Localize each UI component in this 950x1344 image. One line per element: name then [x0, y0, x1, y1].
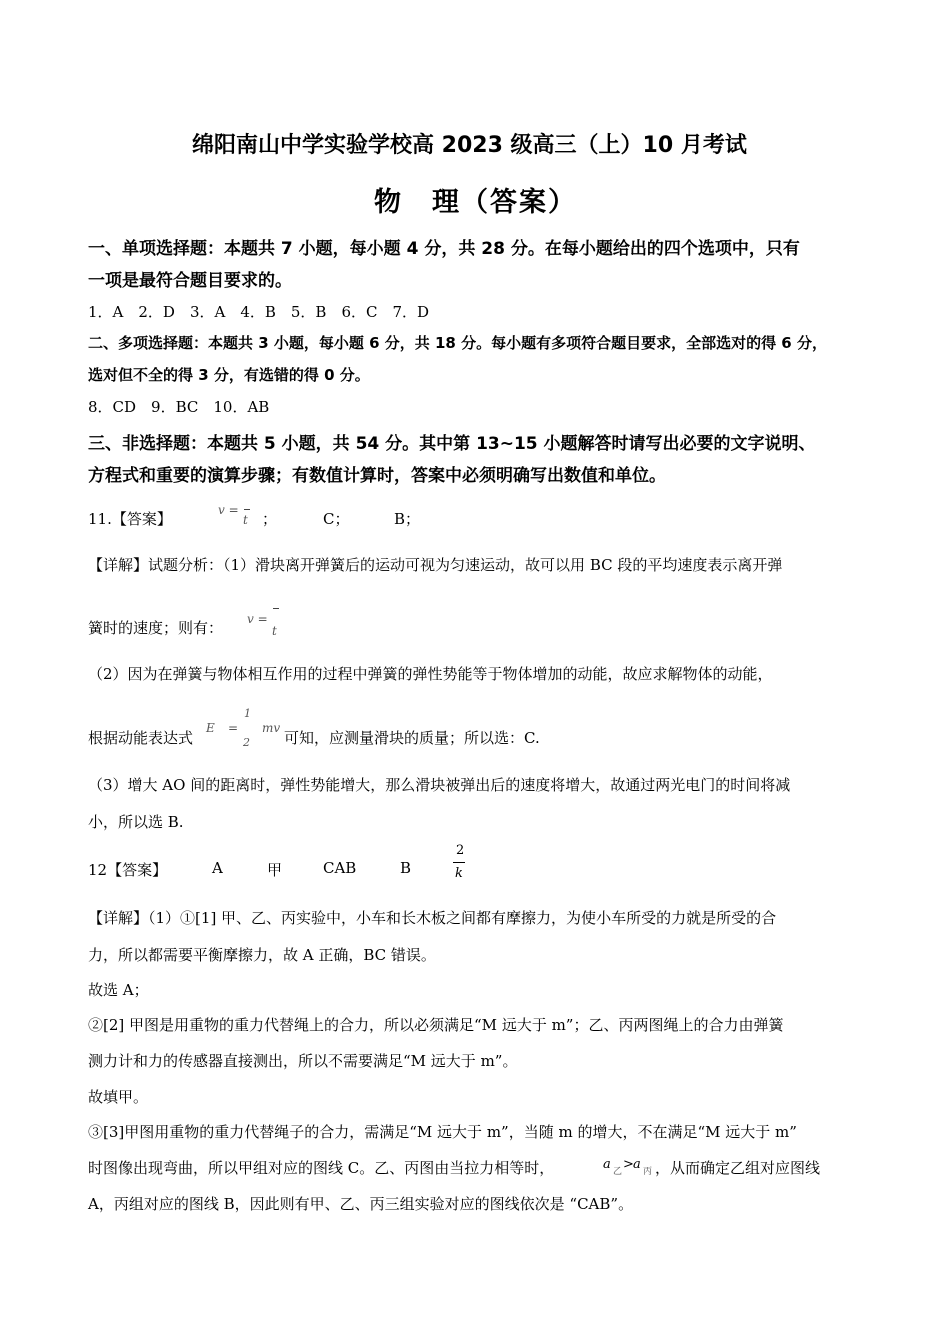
q12-detail-2-line1: ②[2] 甲图是用重物的重力代替绳上的合力，所以必须满足“M 远大于 m”；乙、丙两图绳上的合力由弹簧	[88, 1016, 784, 1034]
q12-accel-sub2: 丙	[643, 1167, 653, 1177]
q12-accel-gt: >	[623, 1157, 634, 1172]
q12-answer-4: B	[400, 859, 412, 877]
q12-detail-1-line1: 【详解】（1）①[1] 甲、乙、丙实验中，小车和长木板之间都有摩擦力，为使小车所受的力就是所受的合	[88, 909, 777, 927]
q12-fraction-num: 2	[456, 843, 465, 858]
q12-answer-3: CAB	[323, 859, 357, 877]
q12-detail-2-line2: 测力计和力的传感器直接测出，所以不需要满足“M 远大于 m”。	[88, 1052, 518, 1070]
q12-detail-2-line3: 故填甲。	[88, 1088, 149, 1106]
q11-energy-E: E	[206, 721, 215, 735]
q11-label: 11.【答案】	[88, 510, 172, 528]
q11-energy-mv: mv	[262, 721, 281, 735]
q11-detail-2-line2a: 根据动能表达式	[88, 729, 194, 747]
section2-heading-line2: 选对但不全的得 3 分，有选错的得 0 分。	[88, 366, 370, 384]
q11-formula-v: v =	[218, 503, 239, 517]
exam-subtitle: 物 理（答案）	[374, 187, 577, 218]
q12-detail-3-line2a: 时图像出现弯曲，所以甲组对应的图线 C。乙、丙图由当拉力相等时，	[88, 1159, 555, 1177]
q11-fraction-bar	[244, 509, 250, 510]
q11-sep: ；	[262, 510, 278, 528]
q12-accel-a1: a	[603, 1157, 611, 1172]
section3-heading-line1: 三、非选择题：本题共 5 小题，共 54 分。其中第 13~15 小题解答时请写出必要的文字说明、	[88, 434, 816, 454]
section3-heading-line2: 方程式和重要的演算步骤；有数值计算时，答案中必须明确写出数值和单位。	[88, 466, 666, 486]
q12-fraction-den: k	[455, 866, 463, 881]
q11-half-den: 2	[243, 736, 250, 749]
q12-label: 12【答案】	[88, 861, 168, 879]
q12-fraction-bar	[453, 862, 465, 863]
q12-accel-sub1: 乙	[613, 1167, 623, 1177]
q12-detail-1-line3: 故选 A；	[88, 981, 149, 999]
q12-detail-3-line1: ③[3]甲图用重物的重力代替绳子的合力，需满足“M 远大于 m”，当随 m 的增大，不在满足“M 远大于 m”	[88, 1123, 797, 1141]
section1-answers: 1．A 2．D 3．A 4．B 5．B 6．C 7．D	[88, 303, 430, 321]
q12-detail-3-line2b: ，从而确定乙组对应图线	[655, 1159, 821, 1177]
exam-title: 绵阳南山中学实验学校高 2023 级高三（上）10 月考试	[192, 133, 747, 158]
q11-detail-3-line1: （3）增大 AO 间的距离时，弹性势能增大，那么滑块被弹出后的速度将增大，故通过两光电门的时间将减	[88, 776, 791, 794]
q12-answer-2: 甲	[267, 861, 283, 879]
q11-answer-3: B；	[394, 510, 421, 528]
section1-heading-line1: 一、单项选择题：本题共 7 小题，每小题 4 分，共 28 分。在每小题给出的四个选项中，只有	[88, 239, 800, 259]
q11-detail-2-line2b: 可知，应测量滑块的质量；所以选：C.	[284, 729, 540, 747]
q11-detail-formula-den: t	[272, 624, 277, 638]
q11-formula-den: t	[243, 513, 248, 527]
section1-heading-line2: 一项是最符合题目要求的。	[88, 271, 292, 291]
q11-answer-2: C；	[323, 510, 350, 528]
q11-detail-fraction-bar	[273, 608, 279, 609]
section2-heading-line1: 二、多项选择题：本题共 3 小题，每小题 6 分，共 18 分。每小题有多项符合题目要求，全部选对的得 6 分，	[88, 334, 827, 352]
q12-detail-3-line3: A，丙组对应的图线 B，因此则有甲、乙、丙三组实验对应的图线依次是 “CAB”。	[88, 1195, 634, 1213]
q12-answer-1: A	[212, 859, 223, 877]
q11-detail-formula-v: v =	[247, 612, 268, 626]
q12-accel-a2: a	[633, 1157, 641, 1172]
q11-half-num: 1	[244, 707, 251, 720]
q11-detail-3-line2: 小，所以选 B.	[88, 813, 184, 831]
section2-answers: 8．CD 9．BC 10．AB	[88, 398, 270, 416]
q12-detail-1-line2: 力，所以都需要平衡摩擦力，故 A 正确，BC 错误。	[88, 946, 436, 964]
q11-energy-eq: =	[228, 721, 239, 735]
q11-detail-1-line1: 【详解】试题分析：（1）滑块离开弹簧后的运动可视为匀速运动，故可以用 BC 段的平均速度表示离开弹	[88, 556, 783, 574]
q11-detail-2-line1: （2）因为在弹簧与物体相互作用的过程中弹簧的弹性势能等于物体增加的动能，故应求解物体的动能，	[88, 665, 773, 683]
q11-detail-1-line2: 簧时的速度；则有：	[88, 619, 224, 637]
